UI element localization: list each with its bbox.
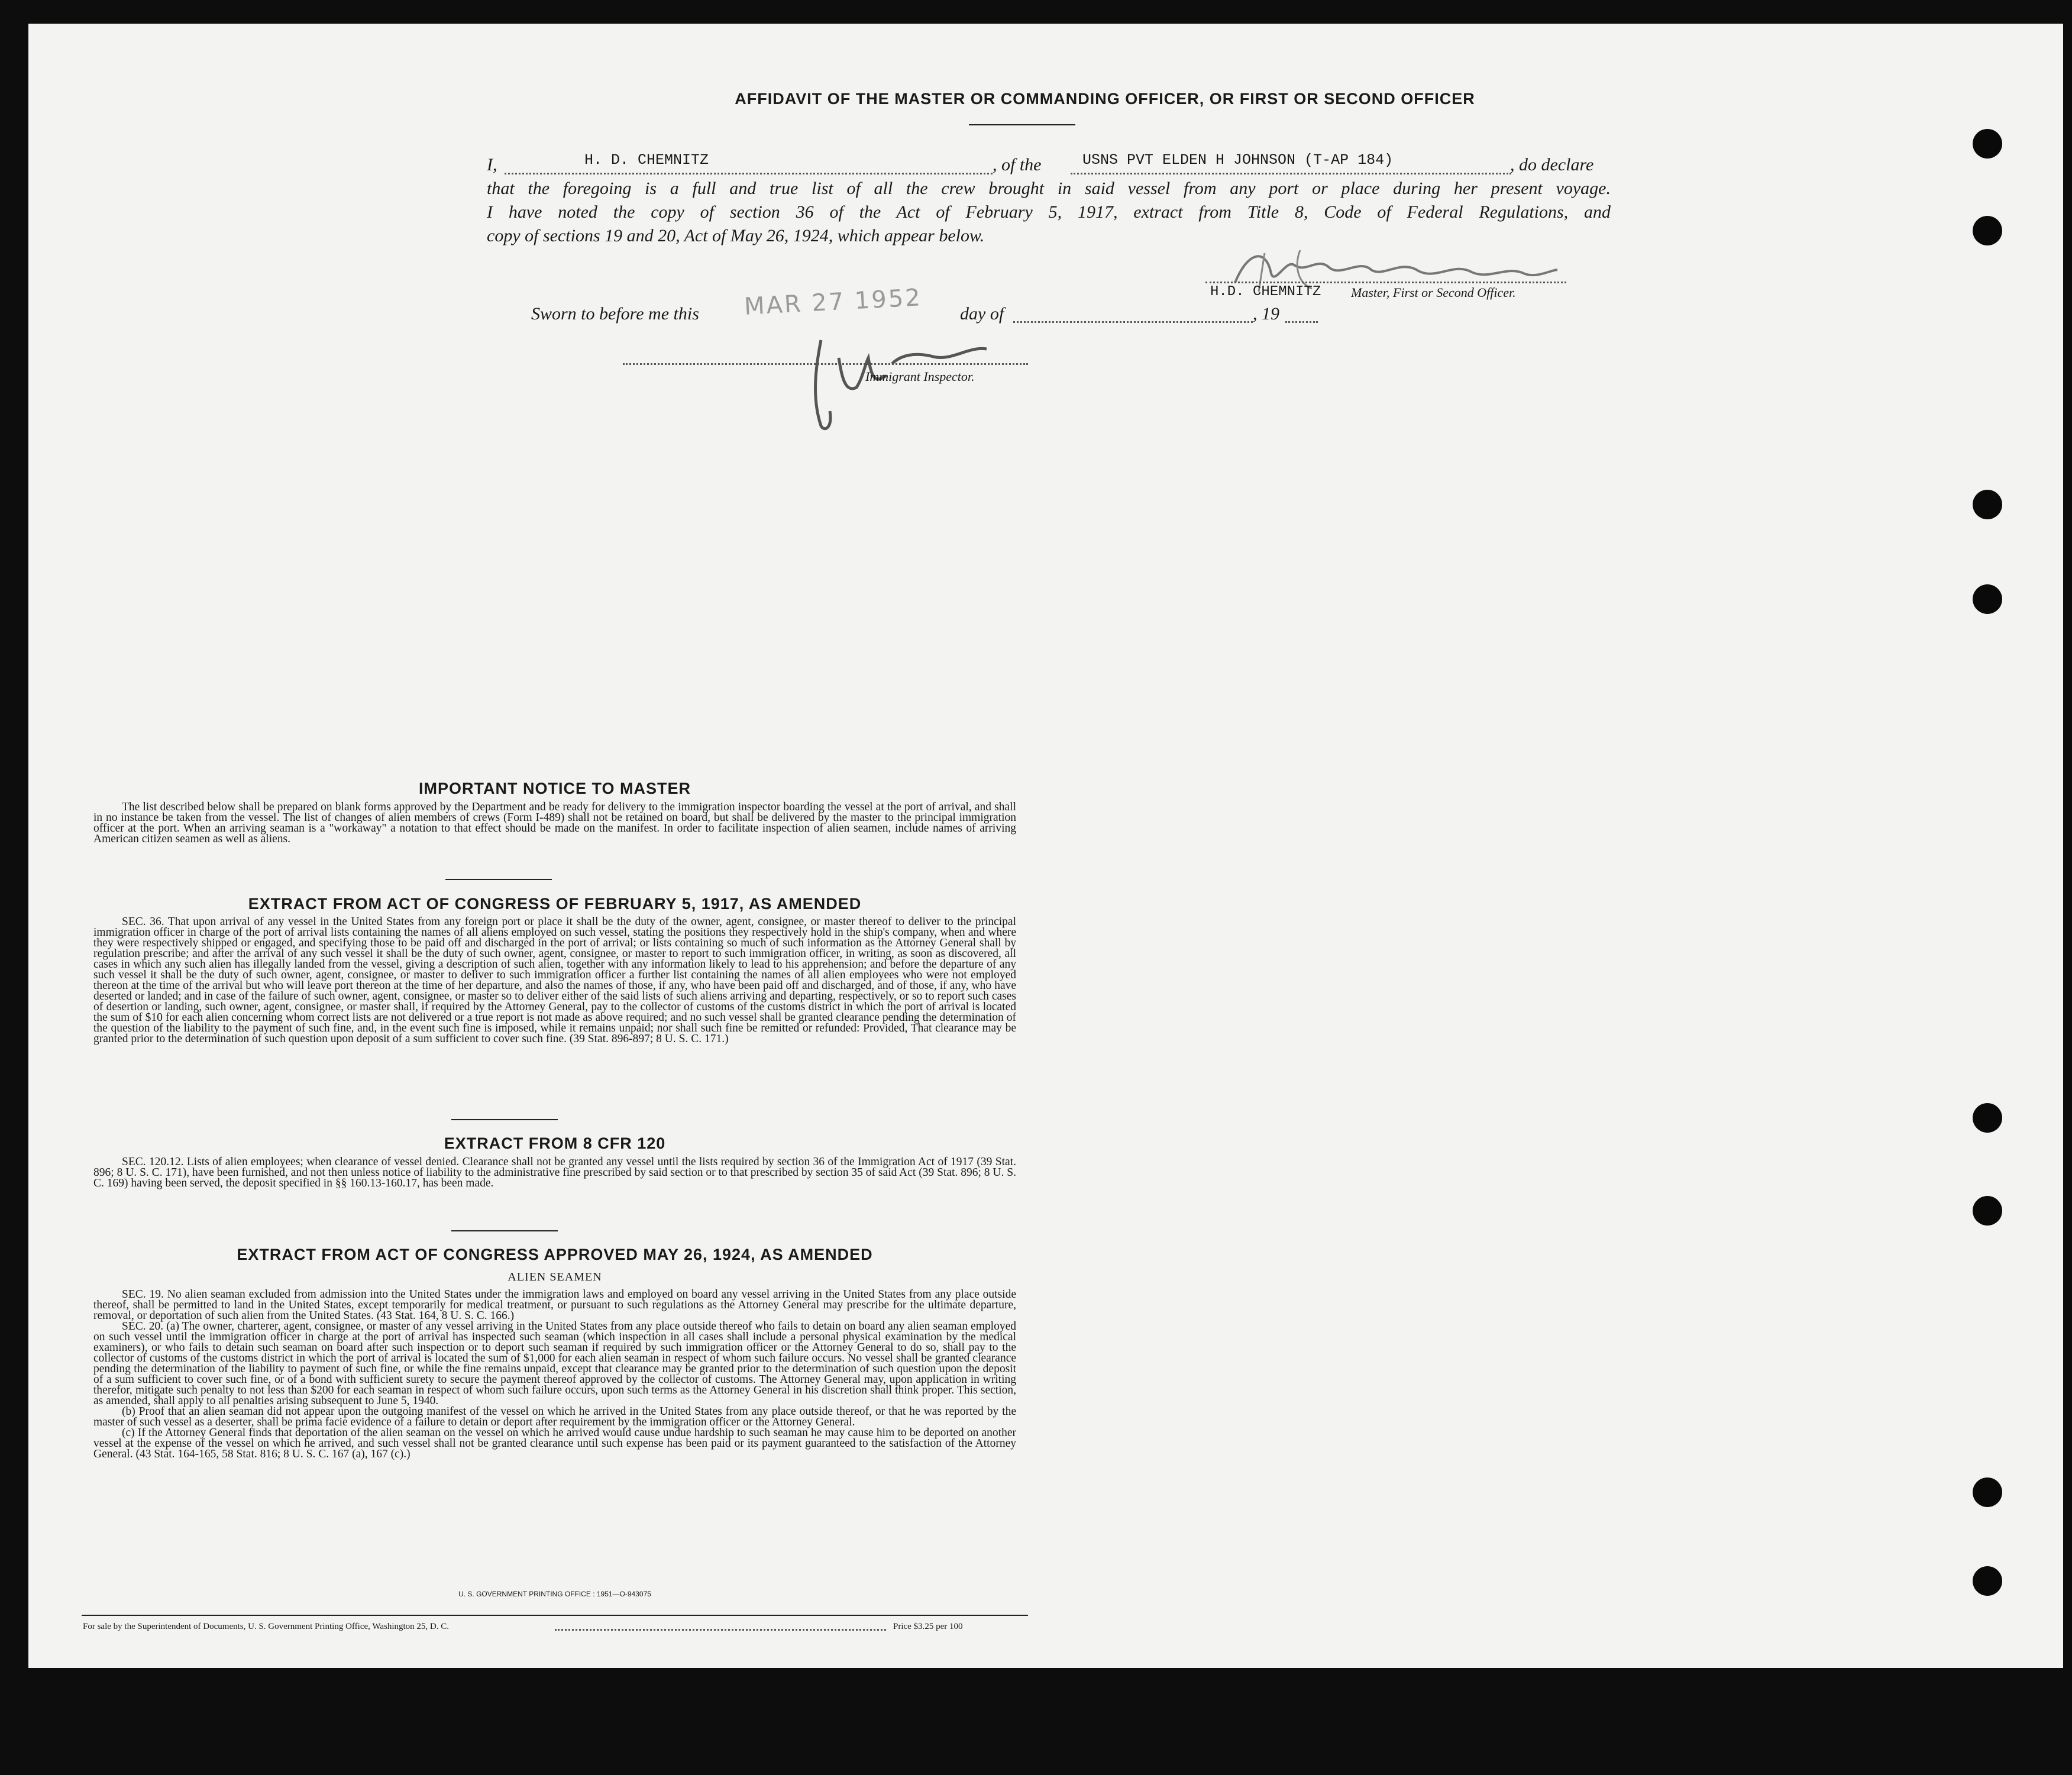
sworn-label: Sworn to before me this xyxy=(531,304,699,324)
printing-office-line: U. S. GOVERNMENT PRINTING OFFICE : 1951—O-943075 xyxy=(458,1590,651,1598)
extract-8cfr-title: EXTRACT FROM 8 CFR 120 xyxy=(444,1134,666,1152)
inspector-label: Immigrant Inspector. xyxy=(865,369,975,384)
extract-8cfr-text: SEC. 120.12. Lists of alien employees; when clearance of vessel denied. Clearance shall not be granted any vessel until the lists required by section 36 of the Immigration Act of 1917 (39 Stat. 896; 8 U. S. C. 171), have been furnished, and not then unless notice of liability to the administrative fine prescribed by said section or to that prescribed by section 35 of said Act (39 Stat. 896; 8 U. S. C. 169) having been served, the deposit specified in §§ 160.13-160.17, has been made. xyxy=(93,1156,1016,1189)
binder-hole-6 xyxy=(1973,1196,2002,1226)
footer-rule xyxy=(82,1615,1028,1616)
signature-typed-name: H.D. CHEMNITZ xyxy=(1210,284,1321,300)
month-underline xyxy=(1013,321,1253,323)
name-underline xyxy=(505,173,993,174)
notice-text: The list described below shall be prepared on blank forms approved by the Department and be ready for delivery to the immigration inspector boarding the vessel at the port of arrival, and shall in no instance be taken from the vessel. The list of changes of alien members of crews (Form I-489) shall not be retained on board, but shall be delivered by the master to the principal immigration officer at the port. When an arriving seaman is a "workaway" a notation to that effect should be made on the manifest. In order to facilitate inspection of alien seamen, include names of arriving American citizen seamen as well as aliens. xyxy=(93,801,1016,845)
affidavit-line-2: that the foregoing is a full and true list of all the crew brought in said vessel from any port or place during her present voyage. xyxy=(487,179,1611,198)
sec-19-paragraph: SEC. 19. No alien seaman excluded from admission into the United States under the immigration laws and employed on board any vessel arriving in the United States from any place outside thereof, shall be permitted to land in the United States, except temporarily for medical treatment, or pursuant to such regulations as the Attorney General may prescribe for the ultimate departure, removal, or deportation of such alien from the United States. (43 Stat. 164, 8 U. S. C. 166.) xyxy=(93,1288,1016,1322)
binder-hole-8 xyxy=(1973,1566,2002,1596)
binder-hole-1 xyxy=(1973,129,2002,159)
master-name-field: H. D. CHEMNITZ xyxy=(584,151,709,169)
footer-leader-dots xyxy=(555,1629,886,1631)
binder-hole-5 xyxy=(1973,1103,2002,1133)
vessel-name-field: USNS PVT ELDEN H JOHNSON (T-AP 184) xyxy=(1082,151,1394,169)
affidavit-title: AFFIDAVIT OF THE MASTER OR COMMANDING OFFICER, OR FIRST OR SECOND OFFICER xyxy=(735,90,1475,108)
sec-20c-paragraph: (c) If the Attorney General finds that deportation of the alien seaman on the vessel on which he arrived would cause undue hardship to such seaman he may cause him to be deported on another vessel at the expense of the vessel on which he arrived, and such vessel shall not be granted clearance until such expense has been paid or its payment guaranteed to the satisfaction of the Attorney General. (43 Stat. 164-165, 58 Stat. 816; 8 U. S. C. 167 (a), 167 (c).) xyxy=(93,1427,1016,1460)
binder-hole-4 xyxy=(1973,584,2002,614)
sec-20b-paragraph: (b) Proof that an alien seaman did not appear upon the outgoing manifest of the vessel on which he arrived in the United States from any place outside thereof, or that he was reported by the master of such vessel as a deserter, shall be prima facie evidence of a failure to detain or deport after requirement by the immigration officer or the Attorney General. xyxy=(93,1405,1016,1428)
year-underline xyxy=(1285,321,1318,323)
year-label: , 19 xyxy=(1253,304,1279,324)
of-the-label: , of the xyxy=(993,155,1042,174)
extract-8cfr-divider xyxy=(451,1230,558,1231)
day-of-label: day of xyxy=(960,304,1004,324)
binder-hole-7 xyxy=(1973,1477,2002,1507)
extract-1924-text xyxy=(93,1289,1016,1460)
extract-1917-divider xyxy=(451,1119,558,1120)
signature-role-label: Master, First or Second Officer. xyxy=(1351,285,1516,300)
binder-hole-3 xyxy=(1973,490,2002,519)
inspector-signature-line xyxy=(623,363,1028,365)
extract-1924-title: EXTRACT FROM ACT OF CONGRESS APPROVED MAY 26, 1924, AS AMENDED xyxy=(237,1246,873,1263)
extract-1917-title: EXTRACT FROM ACT OF CONGRESS OF FEBRUARY 5, 1917, AS AMENDED xyxy=(248,895,862,913)
notice-title: IMPORTANT NOTICE TO MASTER xyxy=(419,780,691,797)
do-declare-label: , do declare xyxy=(1510,155,1594,174)
signature-line xyxy=(1205,282,1566,283)
i-label: I, xyxy=(487,155,497,174)
date-stamp: MAR 27 1952 xyxy=(744,284,923,321)
vessel-underline xyxy=(1071,173,1511,174)
extract-1917-text: SEC. 36. That upon arrival of any vessel in the United States from any foreign port or place it shall be the duty of the owner, agent, consignee, or master thereof to deliver to the principal immigration officer in charge of the port of arrival lists containing the names of all aliens employed on such vessel, stating the positions they respectively hold in the ship's company, when and where they were respectively shipped or engaged, and specifying those to be paid off and discharged in the port of arrival; or lists containing so much of such information as the Attorney General shall by regulation prescribe; and after the arrival of any such vessel it shall be the duty of such owner, agent, consignee, or master to report to such immigration officer, in writing, as soon as discovered, all cases in which any such alien has illegally landed from the vessel, giving a description of such alien, together with any information likely to lead to his apprehension; and before the departure of any such vessel it shall be the duty of such owner, agent, consignee, or master to deliver to such immigration officer a further list containing the names of all alien employees who were not employed thereon at the time of the arrival but who will leave port thereon at the time of her departure, and also the names of those, if any, who have been paid off and discharged, and of those, if any, who have deserted or landed; and in case of the failure of such owner, agent, consignee, or master so to deliver either of the said lists of such aliens arriving and departing, respectively, or so to report such cases of desertion or landing, such owner, agent, consignee, or master shall, if required by the Attorney General, pay to the collector of customs of the customs district in which the port of arrival is located the sum of $10 for each alien concerning whom correct lists are not delivered or a true report is not made as above required; and no such vessel shall be granted clearance pending the determination of the question of the liability to the payment of such fine, and, in the event such fine is imposed, while it remains unpaid; nor shall such fine be remitted or refunded: Provided, That clearance may be granted prior to the determination of such question upon deposit of a sum sufficient to cover such fine. (39 Stat. 896-897; 8 U. S. C. 171.) xyxy=(93,916,1016,1045)
binder-hole-2 xyxy=(1973,216,2002,245)
affidavit-line-4: copy of sections 19 and 20, Act of May 26, 1924, which appear below. xyxy=(487,226,985,245)
sec-20a-paragraph: SEC. 20. (a) The owner, charterer, agent, consignee, or master of any vessel arriving in the United States from any place outside thereof who fails to detain on board any alien seaman employed on such vessel until the immigration officer in charge at the port of arrival has inspected such seaman (which inspection in all cases shall include a personal physical examination by the medical examiners), or who fails to detain such seaman on board after such inspection or to deport such seaman if required by such immigration officer or the Attorney General to do so, shall pay to the collector of customs of the customs district in which the port of arrival is located the sum of $1,000 for each alien seaman in respect of whom such failure occurs. No vessel shall be granted clearance pending the determination of the liability to payment of such fine, or while the fine remains unpaid, except that clearance may be granted prior to the determination of such question upon the deposit of a sum sufficient to cover such fine, or of a bond with sufficient surety to secure the payment thereof approved by the collector of customs. The Attorney General may, upon application in writing therefor, mitigate such penalty to not less than $200 for each seaman in respect of whom such failure occurs, upon such terms as the Attorney General in his discretion shall think proper. This section, as amended, shall apply to all penalties arising subsequent to June 5, 1940. xyxy=(93,1320,1016,1407)
for-sale-line: For sale by the Superintendent of Documents, U. S. Government Printing Office, Washington 25, D. C. xyxy=(83,1622,449,1631)
title-divider xyxy=(969,124,1075,125)
extract-1924-subtitle: ALIEN SEAMEN xyxy=(508,1270,602,1283)
document-page xyxy=(28,24,2063,1668)
notice-divider xyxy=(445,879,552,880)
affidavit-line-3: I have noted the copy of section 36 of the Act of February 5, 1917, extract from Title 8, Code of Federal Regulations, and xyxy=(487,202,1611,222)
price-line: Price $3.25 per 100 xyxy=(893,1622,963,1631)
